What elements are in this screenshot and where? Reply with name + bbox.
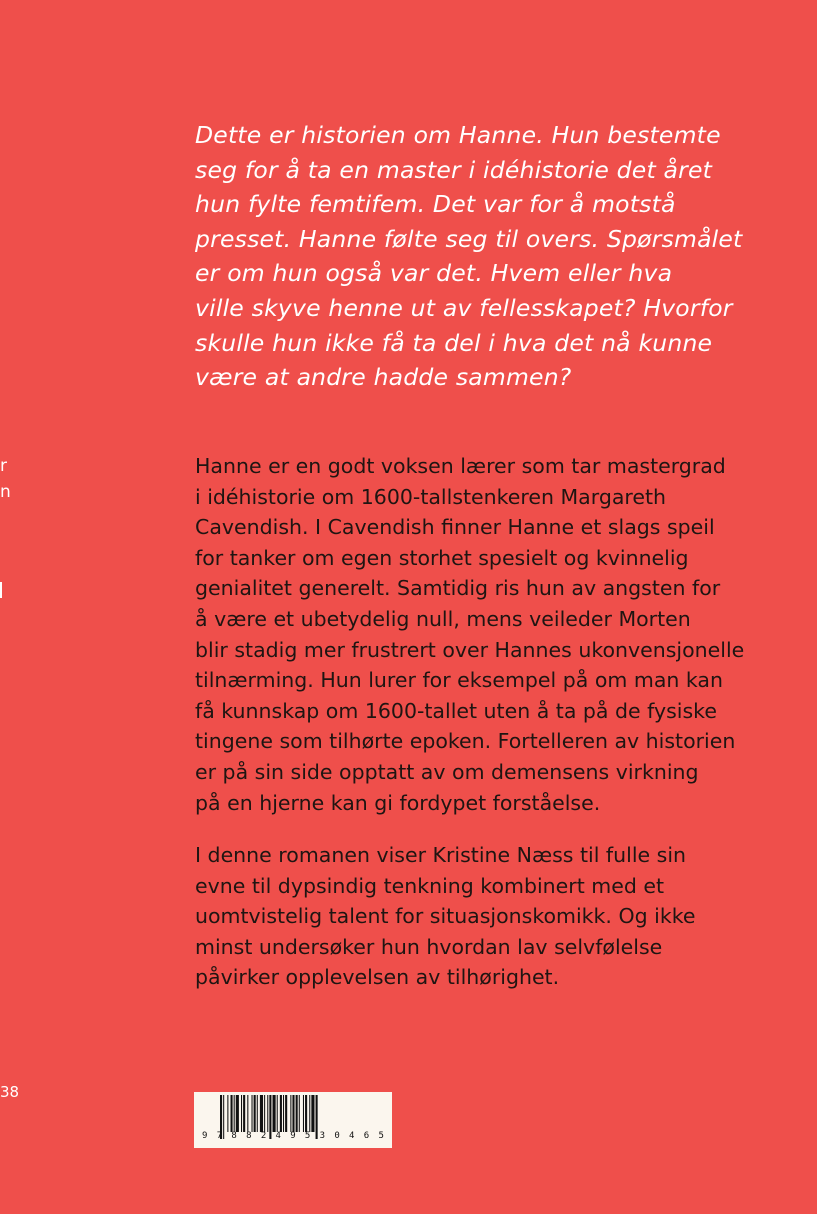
barcode-bar [227,1095,228,1132]
barcode-bar [299,1095,300,1132]
barcode-bar [296,1095,298,1132]
barcode-bar [252,1095,253,1132]
barcode-bar [243,1095,245,1132]
barcode-bar [290,1095,291,1132]
barcode-bar [273,1095,276,1132]
isbn-barcode [194,1092,392,1148]
barcode-digit: 3 [319,1131,326,1141]
spine-fragment-tick [0,582,2,598]
barcode-bar [283,1095,284,1132]
barcode-digit: 2 [260,1131,267,1141]
barcode-digit: 6 [363,1131,370,1141]
barcode-bar [231,1095,233,1132]
barcode-bar [277,1095,278,1132]
barcode-bar [311,1095,314,1132]
barcode-bar [260,1095,263,1132]
barcode-bar [264,1095,265,1132]
spine-fragment-number: 38 [0,1083,20,1101]
barcode-bar [309,1095,310,1132]
barcode-bar [236,1095,239,1132]
spine-fragment-n: n [0,482,11,502]
barcode-digit: 9 [202,1131,208,1141]
barcode-bar [280,1095,282,1132]
barcode-bar [305,1095,307,1132]
barcode-digit: 8 [246,1131,252,1141]
barcode-digit: 4 [349,1131,355,1141]
intro-paragraph: Dette er historien om Hanne. Hun bestemte seg for å ta en master i idéhistorie det året hun fylte femtifem. Det var for å motstå presset. Hanne følte seg til overs. Spørsmålet er om hun også var det. Hvem eller hva ville skyve henne ut av fellesskapet? Hvorfor skulle hun ikke få ta del i hva det nå kunne være at andre hadde sammen? [195,121,743,392]
barcode-bar [234,1095,235,1132]
description-paragraph-1: Hanne er en godt voksen lærer som tar mastergrad i idéhistorie om 1600-tallstenkeren Margareth Cavendish. I Cavendish finner Hanne et slags speil for tanker om egen storhet spesielt og kvinnelig genialitet generelt. Samtidig ris hun av angsten for å være et ubetydelig null, mens veileder Morten blir stadig mer frustrert over Hannes ukonvensjonelle tilnærming. Hun lurer for eksempel på om man kan få kunnskap om 1600-tallet uten å ta på de fysiske tingene som tilhørte epoken. Fortelleren av historien er på sin side opptatt av om demensens virkning på en hjerne kan gi fordypet forståelse. [195,454,745,815]
spine-fragment-r: r [0,456,7,476]
barcode-bar [247,1095,248,1132]
barcode-bar [254,1095,256,1132]
barcode-digits [202,1132,384,1141]
barcode-bar [292,1095,294,1132]
barcode-digit: 7 [216,1131,223,1141]
barcode-bar [303,1095,304,1132]
barcode-bar [257,1095,258,1132]
barcode-bar [267,1095,268,1132]
barcode-bar [285,1095,287,1132]
description-paragraph-2: I denne romanen viser Kristine Næss til fulle sin evne til dypsindig tenkning kombinert med et uomtvistelig talent for situasjonskomikk. Og ikke minst undersøker hun hvordan lav selvfølelse påvirker opplevelsen av tilhørighet. [195,843,696,990]
barcode-digit: 5 [304,1131,311,1141]
barcode-digit: 5 [378,1131,384,1141]
barcode-digit: 4 [275,1131,281,1141]
barcode-bar [241,1095,242,1132]
barcode-digit: 9 [290,1131,296,1141]
barcode-digit: 8 [231,1131,237,1141]
barcode-digit: 0 [334,1131,340,1141]
